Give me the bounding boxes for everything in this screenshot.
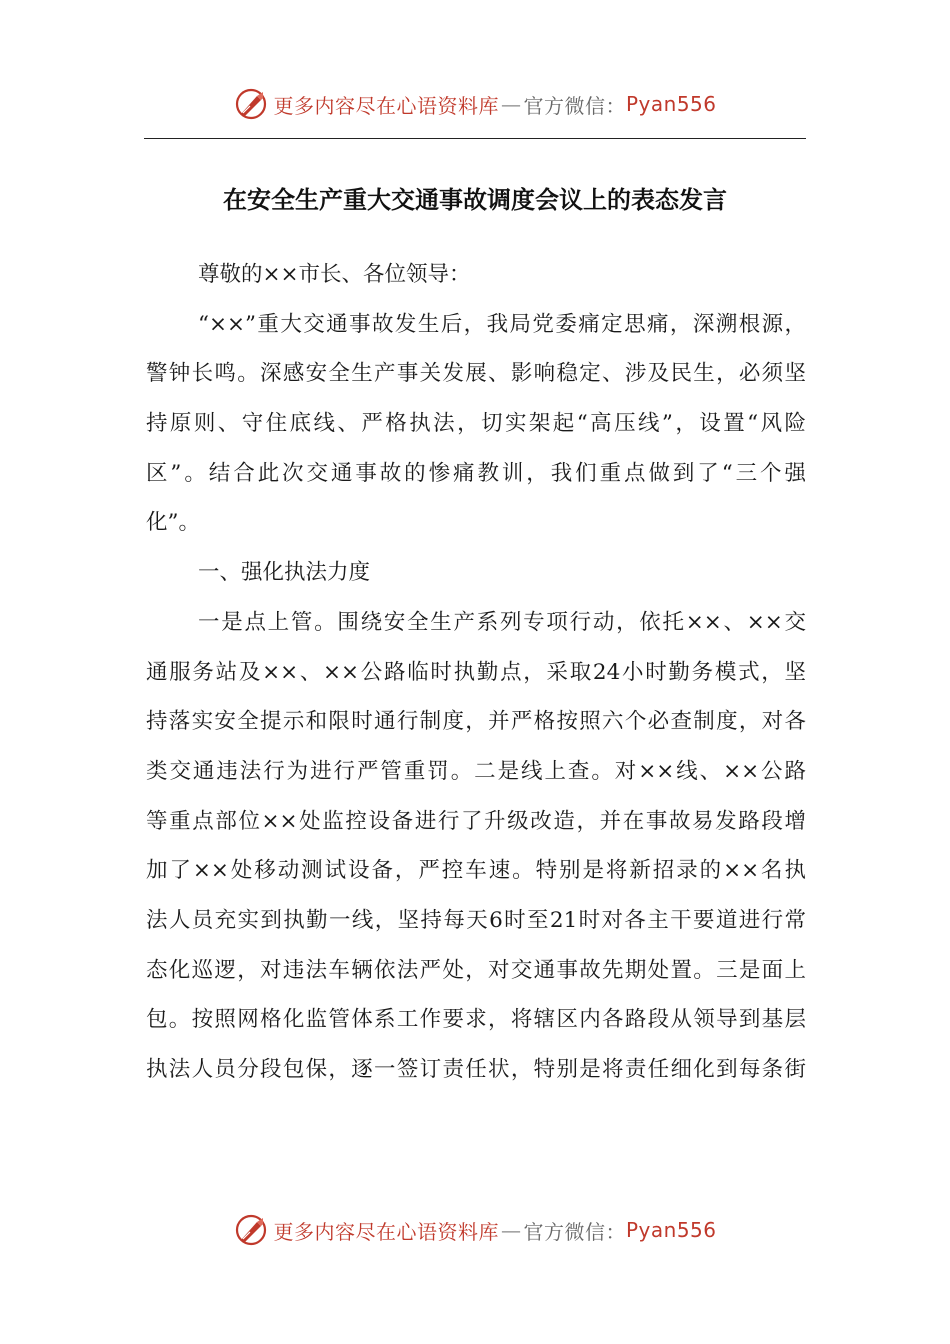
header-watermark [0,86,950,122]
body-line: 执法人员分段包保，逐一签订责任状，特别是将责任细化到每条街 [146,1057,806,1082]
watermark-left-text: 更多内容尽在心语资料库 [273,93,499,118]
body-line: 一是点上管。围绕安全生产系列专项行动，依托××、××交 [198,609,806,635]
footer-watermark [0,1212,950,1248]
pen-nib-logo-icon [233,1212,269,1248]
watermark-mid-text: 官方微信： [523,93,626,118]
body-line: 化”。 [146,510,200,536]
body-line: 态化巡逻，对违法车辆依法严处，对交通事故先期处置。三是面上 [146,957,806,983]
body-line: 区”。结合此次交通事故的惨痛教训，我们重点做到了“三个强 [146,460,806,486]
body-line: 等重点部位××处监控设备进行了升级改造，并在事故易发路段增 [146,808,806,834]
pen-nib-logo-icon [233,86,269,122]
body-line: 警钟长鸣。深感安全生产事关发展、影响稳定、涉及民生，必须坚 [146,361,806,387]
body-line: 包。按照网格化监管体系工作要求，将辖区内各路段从领导到基层 [146,1007,806,1033]
body-line: 加了××处移动测试设备，严控车速。特别是将新招录的××名执 [146,858,806,884]
watermark-wechat-id: Pyan556 [625,92,717,116]
watermark-left-text: 更多内容尽在心语资料库 [273,1219,499,1244]
body-line: 通服务站及××、××公路临时执勤点，采取24小时勤务模式，坚 [146,659,806,685]
watermark-separator: — [500,92,522,116]
document-body [146,250,806,1095]
document-title: 在安全生产重大交通事故调度会议上的表态发言 [223,186,727,214]
body-line: 法人员充实到执勤一线，坚持每天6时至21时对各主干要道进行常 [146,907,806,933]
body-line: 一、强化执法力度 [198,560,371,586]
watermark-wechat-id: Pyan556 [625,1218,717,1242]
body-line: 尊敬的××市长、各位领导： [198,262,471,287]
watermark-mid-text: 官方微信： [523,1219,626,1244]
watermark-separator: — [500,1218,522,1242]
body-line: 类交通违法行为进行严管重罚。二是线上查。对××线、××公路 [146,758,806,784]
body-line: 持原则、守住底线、严格执法，切实架起“高压线”，设置“风险 [146,411,806,437]
body-line: “××”重大交通事故发生后，我局党委痛定思痛，深溯根源， [198,311,806,337]
header-divider [144,138,806,139]
body-line: 持落实安全提示和限时通行制度，并严格按照六个必查制度，对各 [146,709,806,735]
